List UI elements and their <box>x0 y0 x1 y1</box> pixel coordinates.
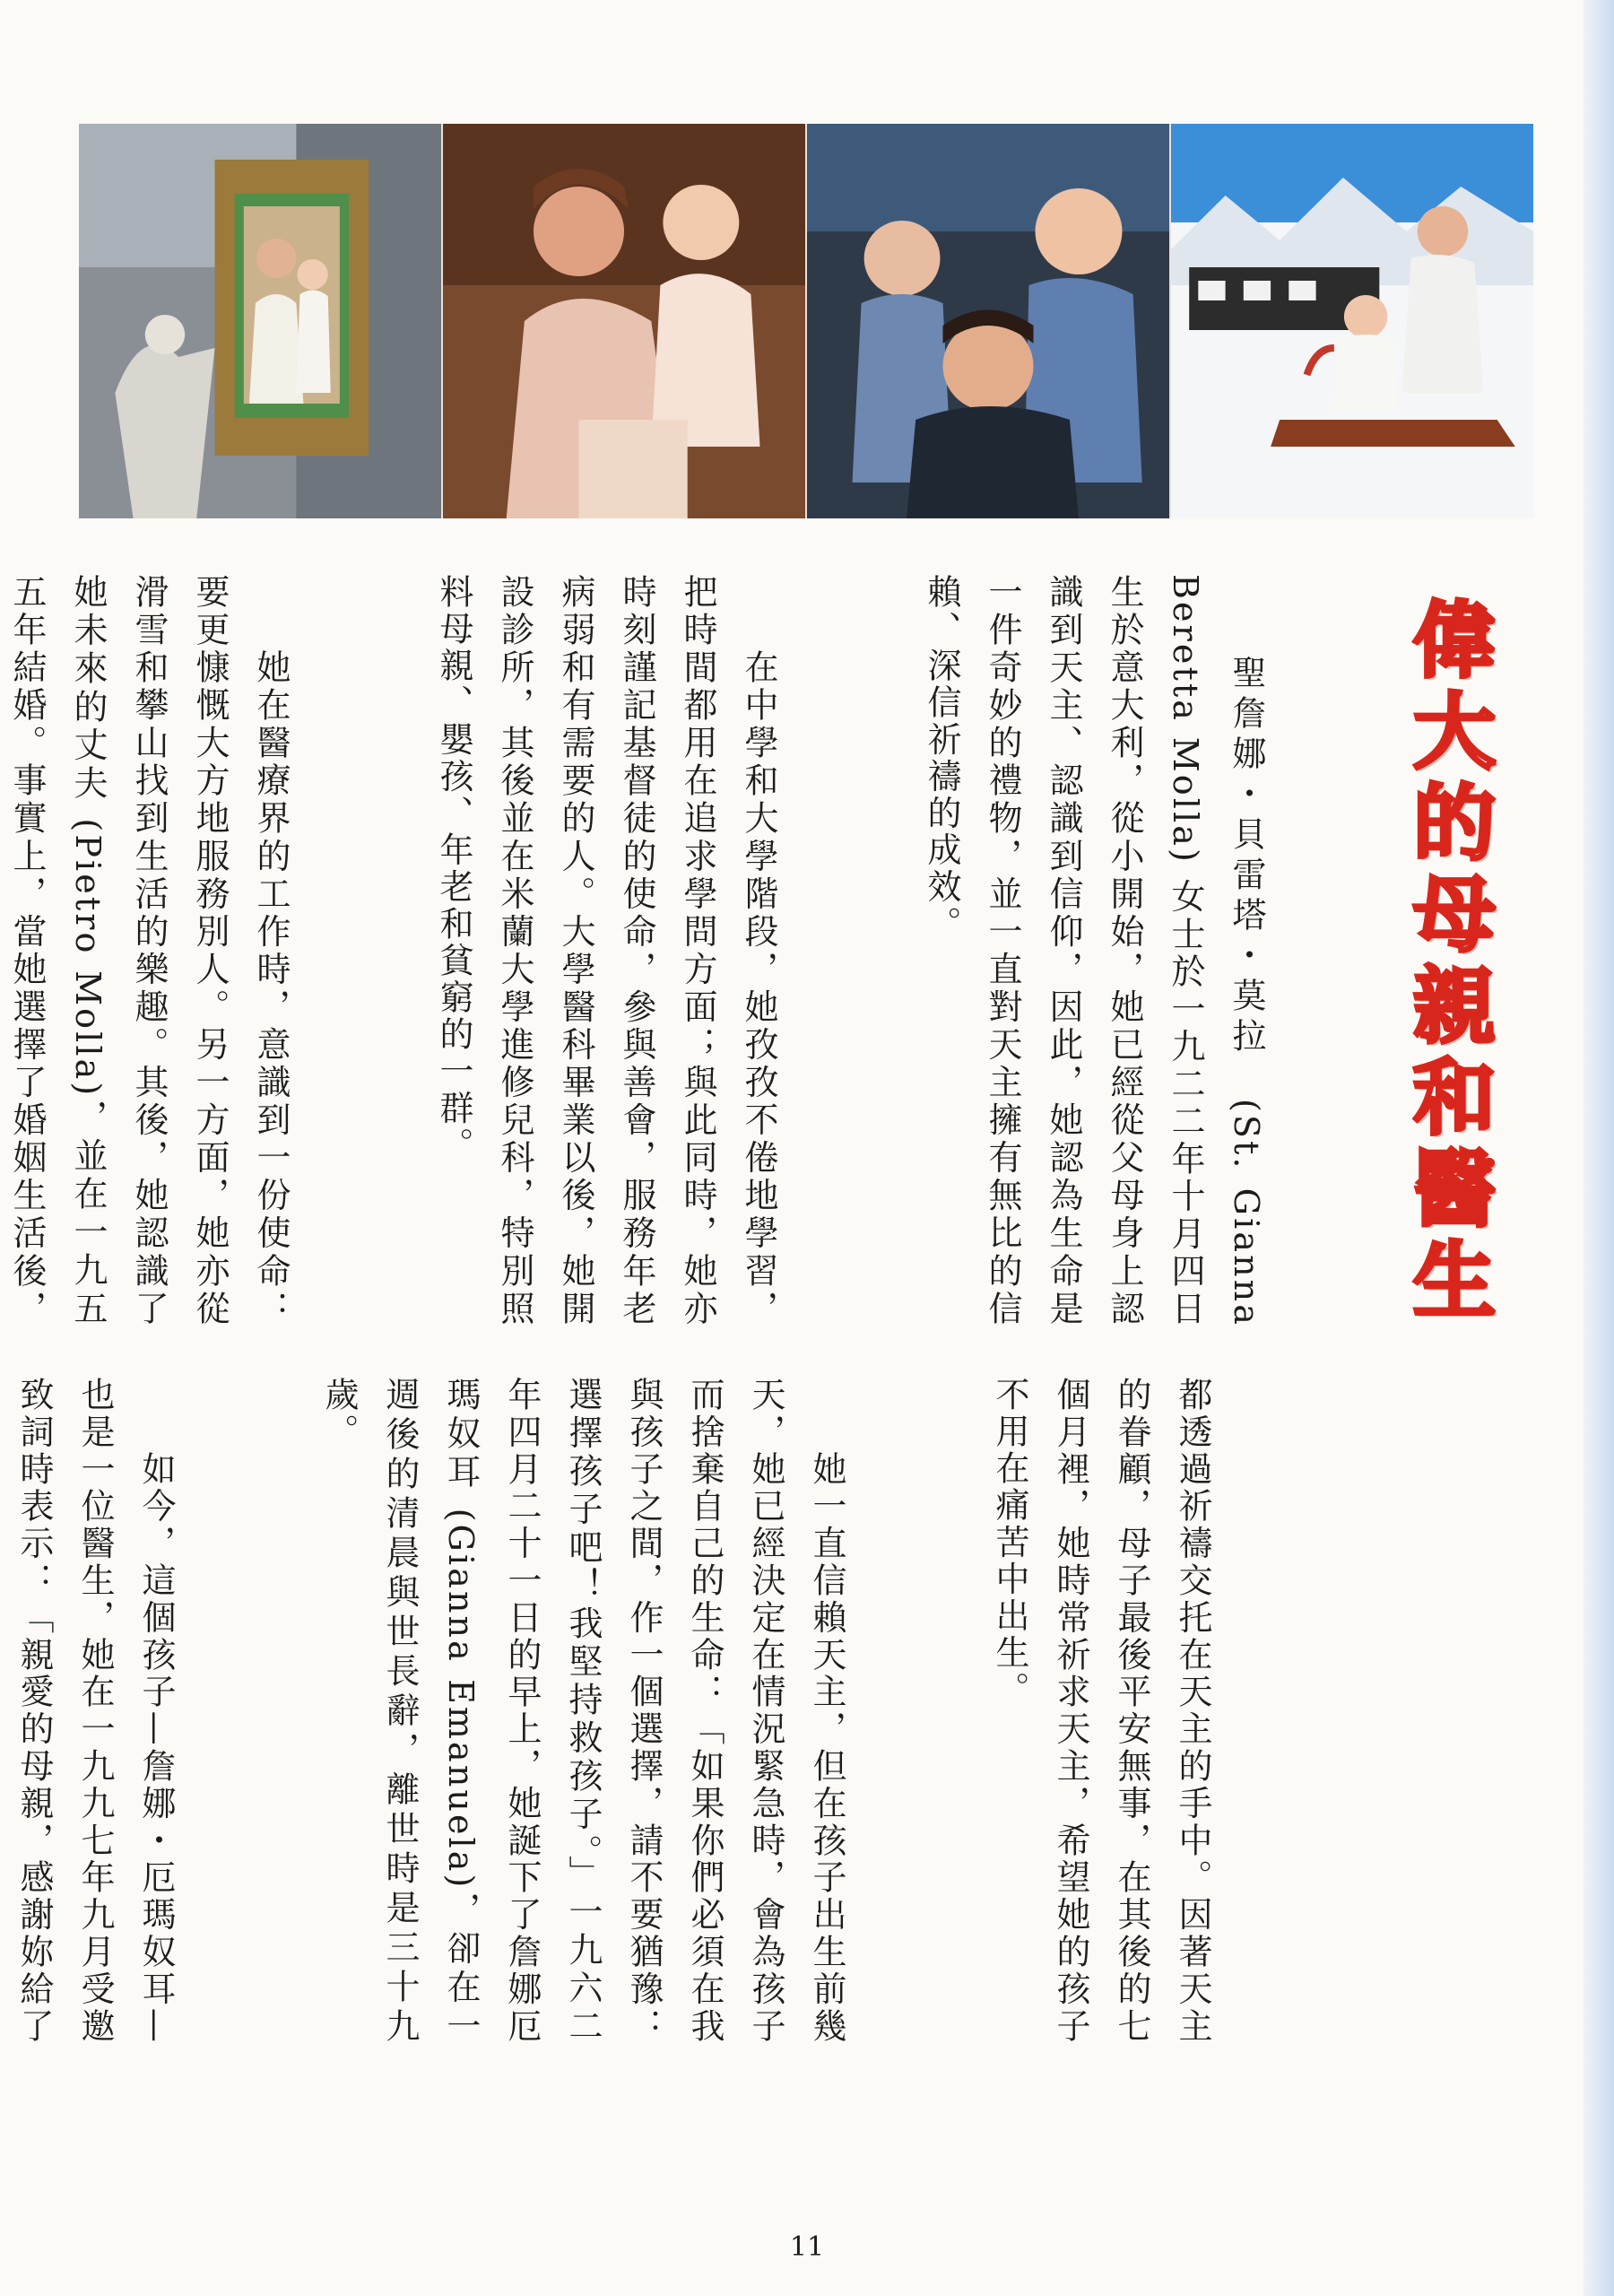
article-upper-text <box>0 574 1399 1342</box>
paragraph: 聖詹娜・貝雷塔・莫拉 (St. Gianna Beretta Molla) 女士於一九二二年十月四日生於意大利，從小開始，她已經從父母身上認識到天主、認識到信仰，因此，她認為生命是一件奇妙的禮物，並一直對天主擁有無比的信賴、深信祈禱的成效。 <box>922 574 1266 1342</box>
paragraph: 在中學和大學階段，她孜孜不倦地學習，把時間都用在追求學問方面；與此同時，她亦時刻謹記基督徒的使命，參與善會，服務年老病弱和有需要的人。大學醫科畢業以後，她開設診所，其後並在米蘭大學進修兒科，特別照料母親、嬰孩、年老和貧窮的一群。 <box>434 574 778 1327</box>
photo-strip <box>79 124 1533 518</box>
header-faint-decoration <box>81 25 547 61</box>
paragraph: 都透過祈禱交托在天主的手中。因著天主的眷顧，母子最後平安無事，在其後的七個月裡，她時常祈求天主，希望她的孩子不用在痛苦中出生。 <box>990 1377 1212 2045</box>
mother-with-two-children-photo <box>807 124 1169 518</box>
sled-snow-photo <box>1171 124 1533 518</box>
paragraph: 她在醫療界的工作時，意識到一份使命：要更慷慨大方地服務別人。另一方面，她亦從滑雪和攀山找到生活的樂趣。其後，她認識了她未來的丈夫 (Pietro Molla)，並在一九五五年結婚。事實上，當她選擇了婚姻生活後， <box>7 574 291 1327</box>
paragraph: 她一直信賴天主，但在孩子出生前幾天，她已經決定在情況緊急時，會為孩子而捨棄自己的生命：「如果你們必須在我與孩子之間，作一個選擇，請不要猶豫：選擇孩子吧！我堅持救孩子。」一九六二年四月二十一日的早上，她誕下了詹娜厄瑪奴耳 (Gianna Emanuela)，卻在一週後的清晨與世長辭，離世時是三十九歲。 <box>319 1377 846 2045</box>
page-title: 偉大的母親和醫生 <box>1400 596 1496 1328</box>
banner-photo <box>79 124 441 518</box>
page-number: 11 <box>789 2231 825 2263</box>
page-edge-tab <box>1584 0 1614 2296</box>
article-lower-text <box>0 1377 1345 2045</box>
paragraph: 如今，這個孩子—詹娜・厄瑪奴耳—也是一位醫生，她在一九九七年九月受邀致詞時表示：「親愛的母親，感謝妳給了 <box>14 1377 176 2045</box>
mother-and-child-photo <box>443 124 805 518</box>
